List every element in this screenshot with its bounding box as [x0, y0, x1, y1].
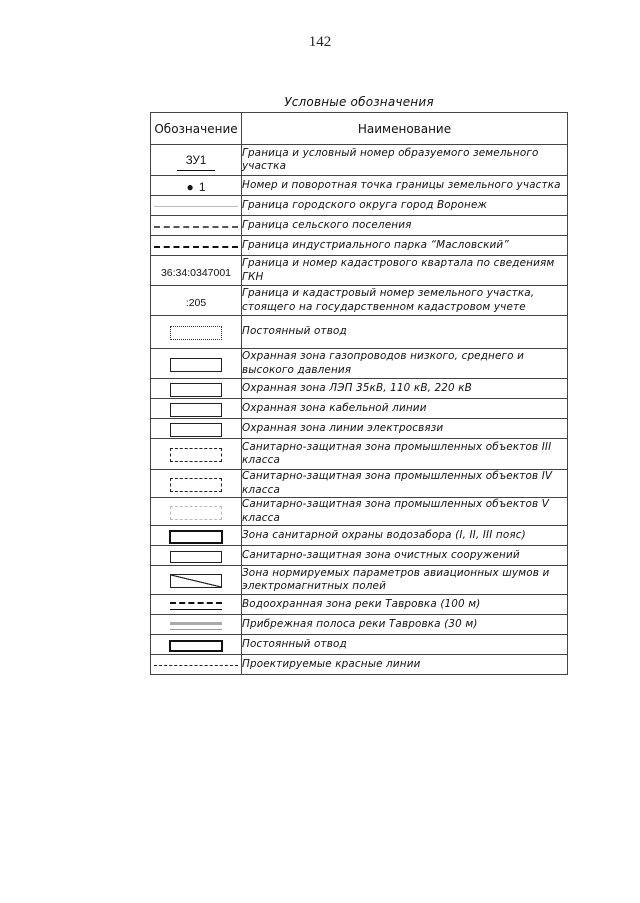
- symbol-cell: [151, 546, 242, 566]
- symbol-cell: [151, 470, 242, 498]
- cable-line-zone-box-icon: [170, 403, 222, 417]
- permanent-allotment-box-icon: [170, 326, 222, 340]
- legend-title: Условные обозначения: [284, 95, 434, 109]
- symbol-cell: [151, 566, 242, 595]
- legend-row: [151, 419, 568, 439]
- legend-row: [151, 256, 568, 286]
- legend-row: [151, 470, 568, 498]
- legend-row: [151, 566, 568, 595]
- symbol-cell: [151, 498, 242, 526]
- legend-name: Санитарно-защитная зона очистных сооружений: [242, 546, 568, 566]
- cadastral-quarter-symbol: 36:34:0347001: [160, 267, 232, 279]
- legend-name: Постоянный отвод: [242, 635, 568, 655]
- symbol-cell: [151, 196, 242, 216]
- legend-row: [151, 286, 568, 316]
- telecom-line-zone-box-icon: [170, 423, 222, 437]
- symbol-cell: [151, 615, 242, 635]
- legend-row: [151, 635, 568, 655]
- symbol-cell: [151, 635, 242, 655]
- legend-name: Проектируемые красные линии: [242, 655, 568, 675]
- red-lines-dashed-icon: [154, 665, 238, 666]
- legend-row: [151, 399, 568, 419]
- legend-row: [151, 439, 568, 470]
- legend-name: Охранная зона кабельной линии: [242, 399, 568, 419]
- treatment-facility-zone-box-icon: [170, 551, 222, 563]
- symbol-cell: [151, 439, 242, 470]
- legend-row: [151, 236, 568, 256]
- legend-row: [151, 176, 568, 196]
- water-intake-zone-box-icon: [169, 530, 223, 544]
- symbol-cell: [151, 256, 242, 286]
- legend-name: Граница и условный номер образуемого земельного участка: [242, 145, 568, 176]
- legend-name: Охранная зона ЛЭП 35кВ, 110 кВ, 220 кВ: [242, 379, 568, 399]
- legend-name: Граница и кадастровый номер земельного участка, стоящего на государственном кадастровом учете: [242, 286, 568, 316]
- legend-name: Граница индустриального парка “Масловский”: [242, 236, 568, 256]
- legend-name: Санитарно-защитная зона промышленных объектов III класса: [242, 439, 568, 470]
- legend-name: Постоянный отвод: [242, 316, 568, 349]
- legend-name: Водоохранная зона реки Тавровка (100 м): [242, 595, 568, 615]
- symbol-cell: [151, 286, 242, 316]
- legend-row: [151, 316, 568, 349]
- gas-pipeline-zone-box-icon: [170, 358, 222, 372]
- aviation-noise-zone-hatch-icon: [170, 574, 222, 588]
- industrial-park-boundary-icon: [154, 246, 238, 248]
- legend-name: Граница городского округа город Воронеж: [242, 196, 568, 216]
- legend-name: Граница сельского поселения: [242, 216, 568, 236]
- sanitary-zone-class4-box-icon: [170, 478, 222, 492]
- legend-row: [151, 379, 568, 399]
- legend-row: [151, 526, 568, 546]
- legend-name: Зона нормируемых параметров авиационных шумов и электромагнитных полей: [242, 566, 568, 595]
- legend-name: Прибрежная полоса реки Тавровка (30 м): [242, 615, 568, 635]
- sanitary-zone-class5-box-icon: [170, 506, 222, 520]
- legend-row: [151, 498, 568, 526]
- legend-row: [151, 595, 568, 615]
- legend-name: Зона санитарной охраны водозабора (I, II, III пояс): [242, 526, 568, 546]
- symbol-cell: [151, 216, 242, 236]
- legend-row: [151, 655, 568, 675]
- symbol-cell: [151, 236, 242, 256]
- symbol-cell: [151, 379, 242, 399]
- legend-row: [151, 546, 568, 566]
- cadastral-parcel-symbol: :205: [185, 297, 207, 309]
- turning-point-icon: ●: [186, 180, 194, 194]
- symbol-cell: [151, 316, 242, 349]
- symbol-cell: [151, 655, 242, 675]
- legend-name: Санитарно-защитная зона промышленных объектов V класса: [242, 498, 568, 526]
- symbol-cell: [151, 145, 242, 176]
- land-plot-number-symbol: ЗУ1: [177, 155, 216, 171]
- symbol-cell: [151, 526, 242, 546]
- sanitary-zone-class3-box-icon: [170, 448, 222, 462]
- legend-row: [151, 145, 568, 176]
- legend-name: Охранная зона линии электросвязи: [242, 419, 568, 439]
- legend-row: [151, 615, 568, 635]
- legend-name: Номер и поворотная точка границы земельного участка: [242, 176, 568, 196]
- symbol-cell: [151, 349, 242, 379]
- legend-row: [151, 349, 568, 379]
- water-protection-zone-icon: [170, 602, 222, 610]
- symbol-cell: [151, 419, 242, 439]
- legend-name: Граница и номер кадастрового квартала по сведениям ГКН: [242, 256, 568, 286]
- city-boundary-line-icon: [154, 206, 238, 207]
- symbol-cell: [151, 176, 242, 196]
- legend-header-row: [151, 113, 568, 145]
- legend-name: Санитарно-защитная зона промышленных объектов IV класса: [242, 470, 568, 498]
- header-symbol: Обозначение: [151, 113, 242, 145]
- rural-settlement-boundary-icon: [154, 226, 238, 228]
- legend-table: [150, 112, 568, 675]
- coastal-strip-icon: [170, 622, 222, 630]
- page-number: 142: [308, 34, 332, 50]
- symbol-cell: [151, 595, 242, 615]
- permanent-allotment-bold-box-icon: [169, 640, 223, 652]
- turning-point-number: 1: [198, 180, 206, 194]
- header-name: Наименование: [242, 113, 568, 145]
- symbol-cell: [151, 399, 242, 419]
- legend-row: [151, 216, 568, 236]
- legend-name: Охранная зона газопроводов низкого, среднего и высокого давления: [242, 349, 568, 379]
- legend-row: [151, 196, 568, 216]
- power-line-zone-box-icon: [170, 383, 222, 397]
